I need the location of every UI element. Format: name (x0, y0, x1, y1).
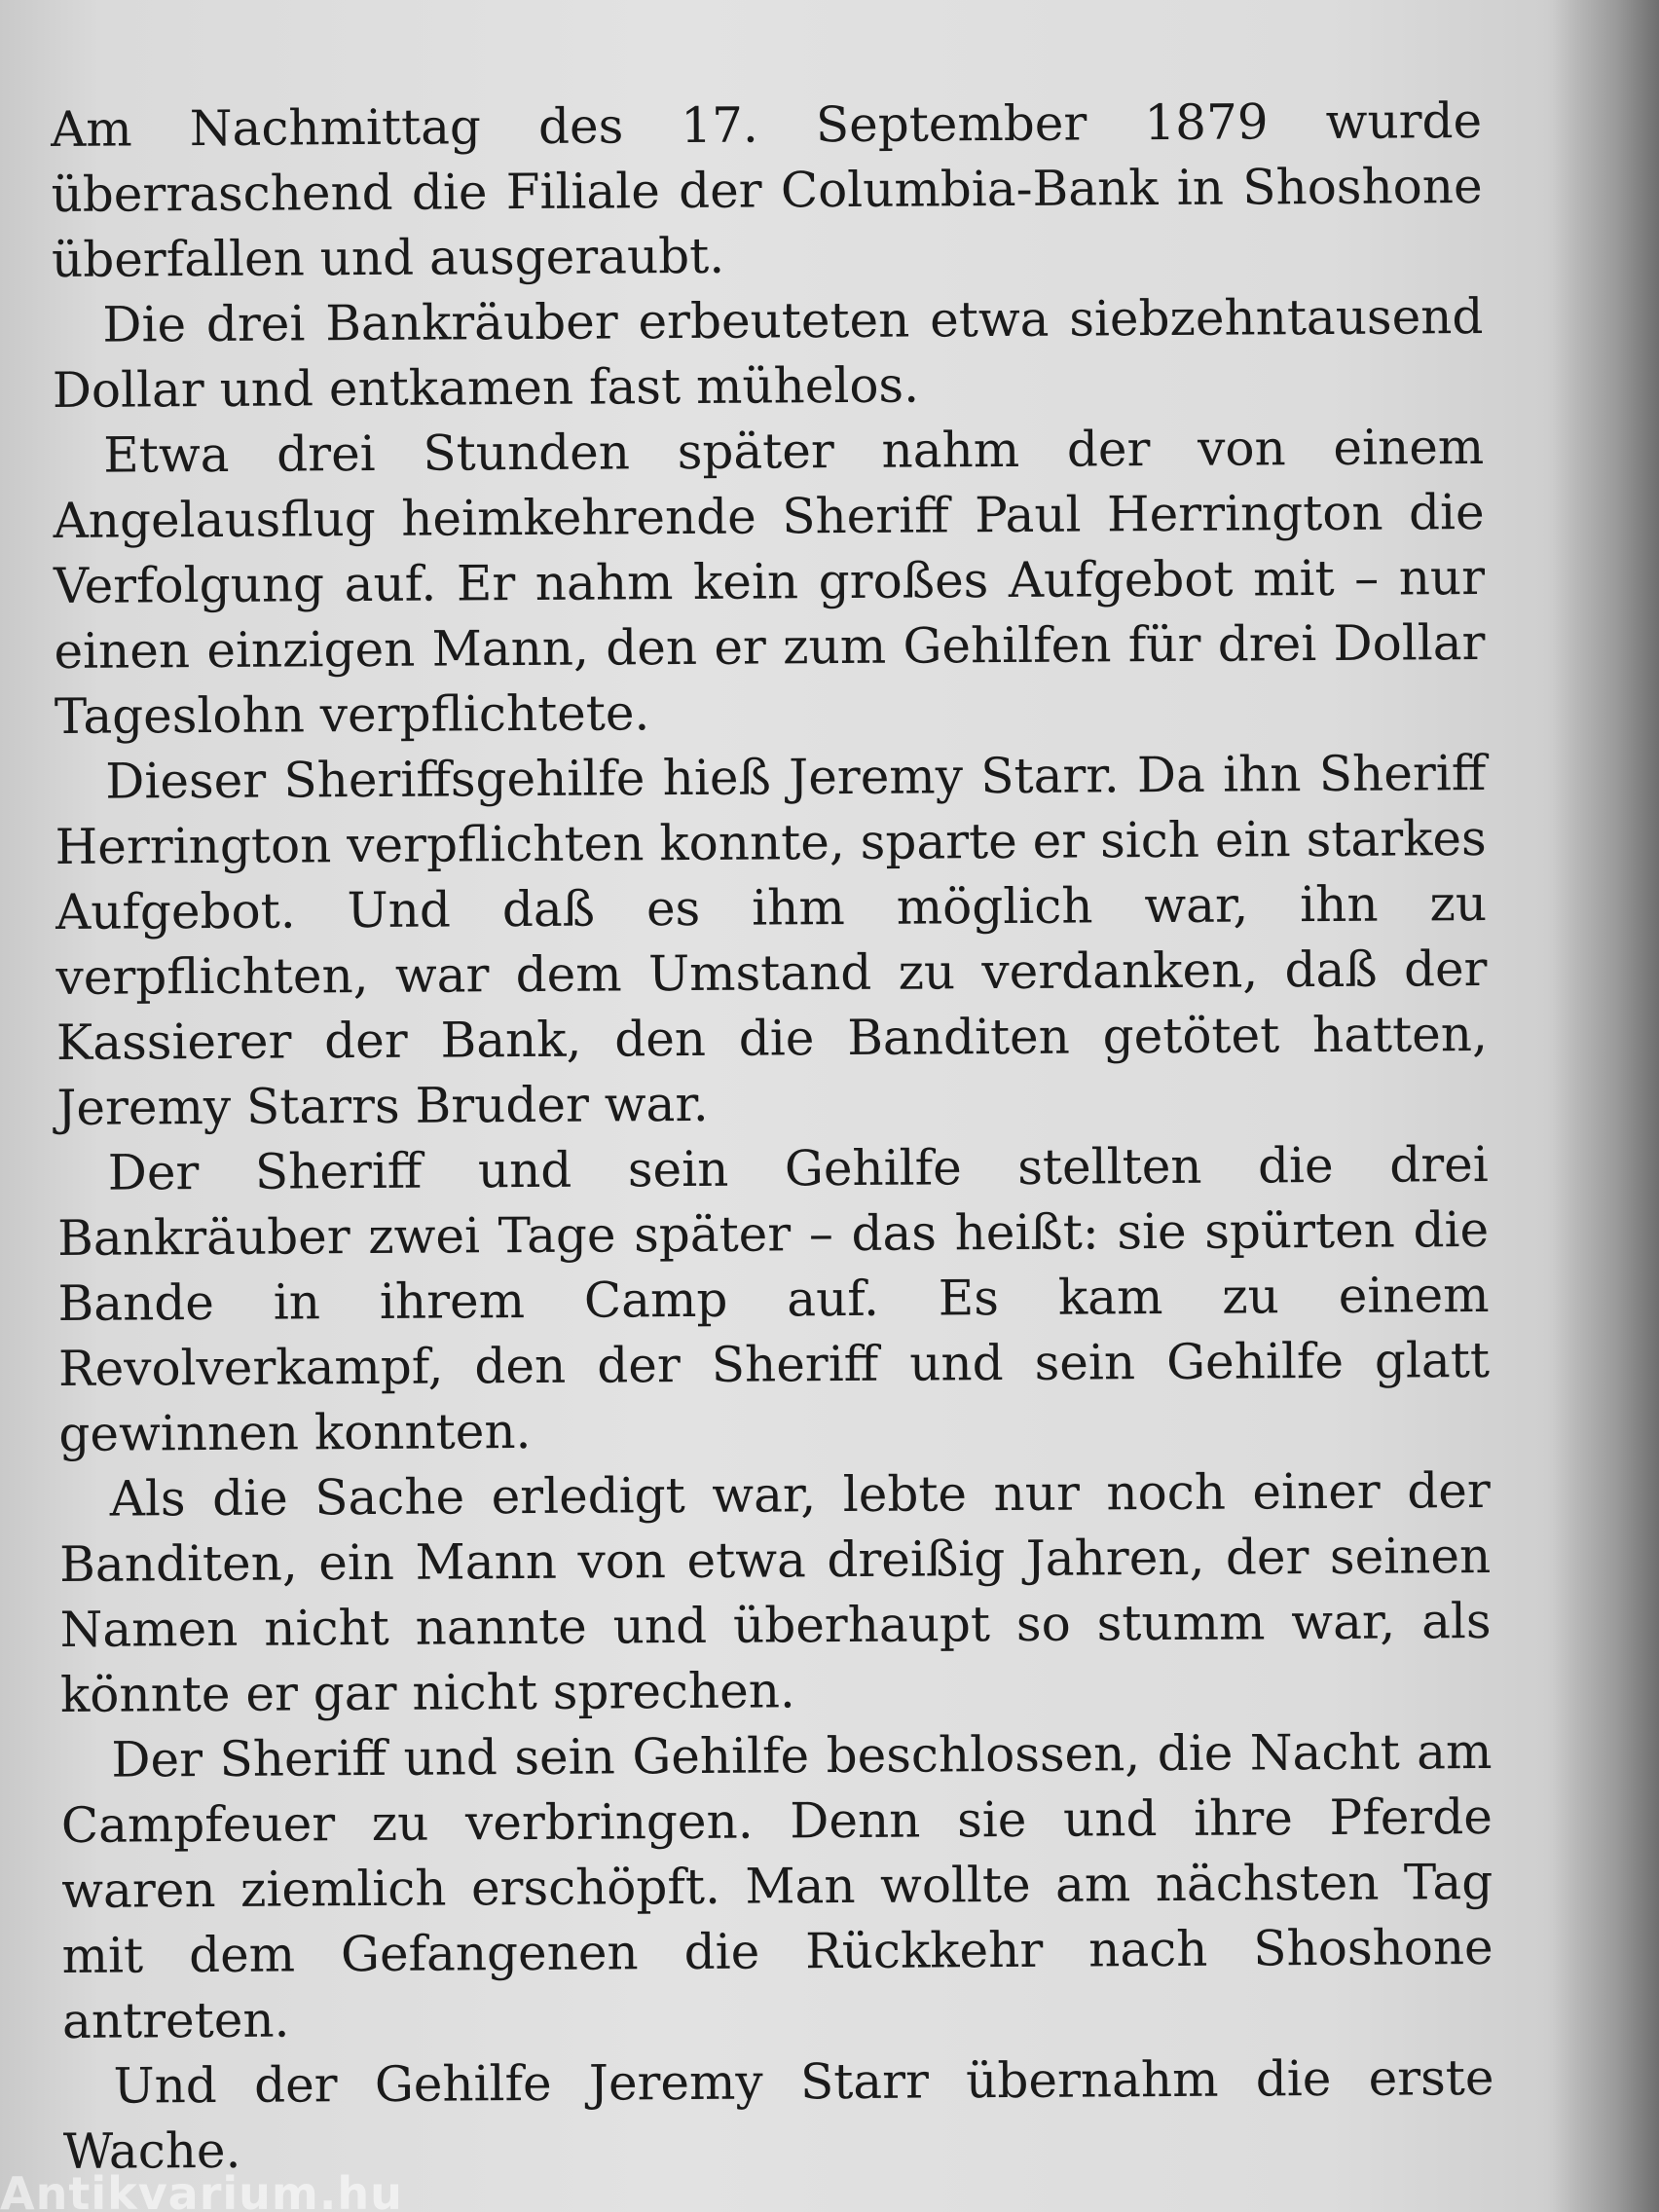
paragraph: Am Nachmittag des 17. September 1879 wurde überraschend die Filiale der Columbia-Bank in Shoshone überfallen und ausgeraubt. (51, 92, 1483, 288)
paragraph: Als die Sache erledigt war, lebte nur noch einer der Banditen, ein Mann von etwa dreißig Jahren, der seinen Namen nicht nannte und überhaupt so stumm war, als könnte er gar nicht sprechen. (59, 1461, 1492, 1723)
paragraph: Der Sheriff und sein Gehilfe beschlossen, die Nacht am Campfeuer zu verbringen. Denn sie und ihre Pferde waren ziemlich erschöpft. Man wollte am nächsten Tag mit dem Gefangenen die Rückkehr nach Shoshone antreten. (60, 1722, 1493, 2049)
paragraph: Dieser Sheriffsgehilfe hieß Jeremy Starr. Da ihn Sheriff Herrington verpflichten konnte, sparte er sich ein starkes Aufgebot. Und daß es ihm möglich war, ihn zu verpflichten, war dem Umstand zu verdanken, daß der Kassierer der Bank, den die Banditen getötet hatten, Jeremy Starrs Bruder war. (55, 745, 1489, 1136)
watermark: Antikvarium.hu (0, 2167, 403, 2212)
page-text (51, 89, 1494, 2185)
paragraph: Die drei Bankräuber erbeuteten etwa siebzehntausend Dollar und entkamen fast mühelos. (52, 288, 1484, 419)
paragraph: Etwa drei Stunden später nahm der von einem Angelausflug heimkehrende Sheriff Paul Herrington die Verfolgung auf. Er nahm kein großes Aufgebot mit – nur einen einzigen Mann, den er zum Gehilfen für drei Dollar Tageslohn verpflichtete. (53, 419, 1486, 745)
page-edge-shadow (1552, 0, 1659, 2212)
paragraph: Der Sheriff und sein Gehilfe stellten die drei Bankräuber zwei Tage später – das heißt: sie spürten die Bande in ihrem Camp auf. Es kam zu einem Revolverkampf, den der Sheriff und sein Gehilfe glatt gewinnen konnten. (56, 1136, 1491, 1462)
paragraph: Und der Gehilfe Jeremy Starr übernahm die erste Wache. (62, 2048, 1494, 2180)
